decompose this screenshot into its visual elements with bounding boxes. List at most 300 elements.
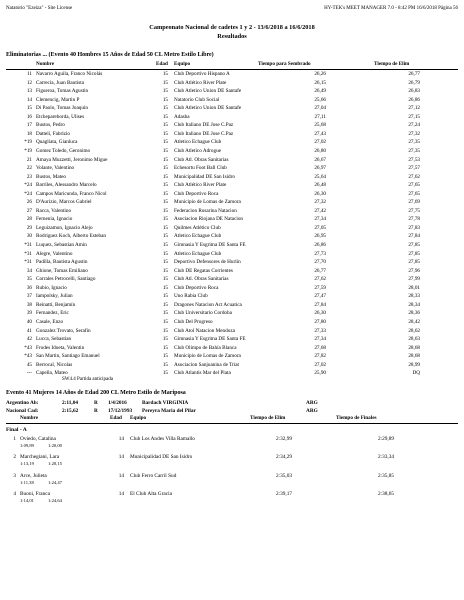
table-row: [6, 104, 458, 112]
split-time: 1:24,64: [48, 498, 62, 504]
team: Municipalidad DE San Isidro: [174, 173, 235, 180]
place: 13: [26, 88, 32, 95]
age: 15: [162, 267, 168, 274]
age: 15: [162, 130, 168, 137]
software-stamp: HY-TEK's MEET MANAGER 7.0 - 8:42 PM 16/6/2018 Página 56: [324, 6, 458, 11]
team: Club Atlético River Plate: [174, 79, 227, 86]
seed-time: 25,90: [314, 370, 326, 377]
place: *43: [24, 353, 32, 360]
final-time: 27,35: [408, 139, 420, 146]
age: 15: [162, 259, 168, 266]
swimmer-name: Bustos, Mateo: [36, 173, 66, 180]
swimmer-name: Gomez Toledo, Geronimo: [36, 147, 91, 154]
age: 15: [162, 233, 168, 240]
place: *24: [24, 190, 32, 197]
final-time: 28,36: [408, 310, 420, 317]
record-code: R: [94, 407, 98, 414]
place: 18: [26, 130, 32, 137]
swimmer-name: Amaya Muzzetti, Jeronimo Migue: [36, 156, 108, 163]
seed-time: 26,26: [314, 71, 326, 77]
swimmer-name: Frodes Idoeta, Valentin: [36, 344, 85, 351]
swimmer-name: Oviedo, Catalina: [20, 435, 56, 442]
table-row: [6, 490, 458, 498]
place: 22: [26, 165, 32, 172]
seed-time: 27,80: [314, 318, 326, 325]
final-time: 28,34: [408, 301, 420, 308]
age: 15: [162, 165, 168, 172]
team: Club Del Progreso: [174, 318, 213, 325]
final-time: 27,85: [408, 259, 420, 266]
split-times: [20, 443, 140, 450]
seed-time: 27,34: [314, 216, 326, 223]
swimmer-name: Luquez, Sebastian Amin: [36, 242, 87, 248]
place: *19: [24, 139, 32, 146]
team: Municipio de Lomas de Zamora: [174, 353, 241, 360]
final-time: 28,68: [408, 353, 420, 360]
age: 15: [162, 113, 168, 120]
table-row: [6, 96, 458, 104]
age: 15: [162, 250, 168, 257]
final-a-label: Final - A: [6, 426, 27, 433]
age: 15: [162, 284, 168, 291]
seed-time: 27,32: [314, 199, 326, 206]
age: 15: [162, 276, 168, 283]
age: 15: [162, 88, 168, 95]
seed-time: 27,84: [314, 301, 326, 308]
team: El Club Alta Gracia: [130, 491, 172, 498]
team: Municipio de Lomas de Zamora: [174, 199, 241, 206]
results-title: Resultados: [217, 33, 247, 40]
table-row: [6, 309, 458, 317]
swimmer-name: Lucca, Sebastian: [36, 336, 72, 343]
place: ---: [26, 370, 32, 377]
team: Uno Rabia Club: [174, 293, 208, 300]
swimmer-name: Ghione, Tomas Emiliano: [36, 267, 88, 274]
swimmer-name: Quagliata, Gianluca: [36, 139, 78, 146]
age: 14: [118, 454, 124, 461]
seed-time: 2:39,17: [275, 491, 292, 498]
age: 15: [162, 318, 168, 325]
col-team: Equipo: [174, 61, 191, 67]
age: 15: [162, 310, 168, 317]
split-time: 1:20,15: [48, 461, 62, 467]
age: 15: [162, 242, 168, 248]
seed-time: 27,59: [314, 284, 326, 291]
seed-time: 2:32,99: [275, 435, 292, 442]
record-label: Argentino Ab:: [6, 399, 39, 406]
swimmer-name: Clemencig, Martin P: [36, 96, 80, 103]
final-time: 2:29,89: [377, 435, 394, 442]
record-time: 2:15,62: [62, 407, 79, 414]
col-age: Edad: [156, 61, 168, 67]
swimmer-name: Carrecia, Juan Bautista: [36, 79, 84, 86]
age: 15: [162, 353, 168, 360]
swimmer-name: Capella, Mateo: [36, 370, 68, 377]
record-date: 17/12/1993: [108, 407, 133, 414]
seed-time: 27,70: [314, 259, 326, 266]
age: 15: [162, 122, 168, 129]
swimmer-name: Etchepareborda, Ulises: [36, 113, 85, 120]
place: 42: [26, 336, 32, 343]
split-time: 1:20,00: [48, 442, 62, 448]
swimmer-name: Fernandez, Eric: [36, 310, 69, 317]
swimmer-name: Padilla, Bautista Agustin: [36, 259, 88, 266]
table-row: [6, 301, 458, 309]
page-header: [6, 6, 458, 14]
seed-time: 27,73: [314, 250, 326, 257]
place: 37: [26, 293, 32, 300]
event40-column-header: [6, 61, 458, 70]
place: 3: [13, 472, 16, 479]
final-time: 2:33,34: [377, 454, 394, 461]
team: Atletico Echague Club: [174, 250, 222, 257]
seed-time: 27,43: [314, 130, 326, 137]
age: 15: [162, 105, 168, 112]
final-time: 27,83: [408, 224, 420, 231]
record-row: [6, 407, 458, 415]
place: 21: [26, 156, 32, 163]
record-country: ARG: [306, 407, 318, 414]
team: Asociacion Sanjuanina de Triat: [174, 361, 239, 368]
place: 38: [26, 301, 32, 308]
seed-time: 27,05: [314, 224, 326, 231]
team: Club Italiano DE Jose C.Paz: [174, 122, 234, 129]
seed-time: 27,42: [314, 207, 326, 214]
age: 14: [118, 472, 124, 479]
swimmer-name: Bustos, Pedro: [36, 122, 65, 129]
table-row: [6, 198, 458, 206]
team: Club DE Regatas Corrientes: [174, 267, 233, 274]
final-time: 27,35: [408, 147, 420, 154]
table-row: [6, 318, 458, 326]
seed-time: 2:35,03: [275, 472, 292, 479]
seed-time: 27,04: [314, 105, 326, 112]
final-time: 26,79: [408, 79, 420, 86]
record-code: R: [94, 399, 98, 406]
seed-time: 26,77: [314, 267, 326, 274]
final-time: 26,83: [408, 88, 420, 95]
age: 14: [118, 491, 124, 498]
col-seed: Tiempo de Elim: [250, 414, 286, 421]
table-row: [6, 113, 458, 121]
final-time: 27,96: [408, 267, 420, 274]
table-row: [6, 327, 458, 335]
team: Gimnasia Y Esgrima DE Santa FE: [174, 336, 246, 343]
split-time: 1:09,89: [20, 442, 34, 448]
table-row: [6, 70, 458, 78]
age: 15: [162, 156, 168, 163]
place: *31: [24, 242, 32, 248]
place: 26: [26, 199, 32, 206]
age: 15: [162, 199, 168, 206]
final-time: 28,01: [408, 284, 420, 291]
final-time: 2:38,65: [377, 491, 394, 498]
swimmer-name: Berrocal, Nicolas: [36, 361, 73, 368]
final-time: 27,84: [408, 233, 420, 240]
place: 12: [26, 79, 32, 86]
place: 1: [13, 435, 16, 442]
age: 15: [162, 190, 168, 197]
final-time: 28,99: [408, 361, 420, 368]
seed-time: 26,30: [314, 310, 326, 317]
place: 15: [26, 105, 32, 112]
swimmer-name: Barriles, Alessandro Marcelo: [36, 182, 97, 189]
final-time: 27,32: [408, 130, 420, 137]
table-row: [6, 241, 458, 249]
age: 15: [162, 293, 168, 300]
table-row: [6, 352, 458, 360]
table-row: [6, 79, 458, 87]
team: Club Deportivo Roca: [174, 190, 219, 197]
table-row: [6, 147, 458, 155]
age: 15: [162, 207, 168, 214]
swimmer-name: Casale, Enzo: [36, 318, 64, 325]
age: 15: [162, 79, 168, 86]
swimmer-name: Leguizamon, Ignacio Alejo: [36, 224, 93, 231]
table-row: [6, 173, 458, 181]
age: 15: [162, 361, 168, 368]
age: 15: [162, 224, 168, 231]
swimmer-name: Gonzalez Trovato, Serafin: [36, 327, 91, 334]
place: 23: [26, 173, 32, 180]
record-date: 1/4/2016: [108, 399, 127, 406]
team: Club Atlético River Plate: [174, 182, 227, 189]
seed-time: 2:34,29: [275, 454, 292, 461]
age: 15: [162, 182, 168, 189]
swimmer-name: Navarro Aguila, Franco Nicolás: [36, 71, 103, 77]
seed-time: 27,02: [314, 139, 326, 146]
team: Asociacion Riojana DE Natacion: [174, 216, 244, 223]
place: 45: [26, 361, 32, 368]
swimmer-name: Alegre, Valentino: [36, 250, 73, 257]
team: Dragones Natacion Act Acuatica: [174, 301, 242, 308]
final-time: 2:35,85: [377, 472, 394, 479]
team: Echesortu Foot Ball Club: [174, 165, 227, 172]
swimmer-name: Racca, Valentino: [36, 207, 72, 214]
seed-time: 25,66: [314, 96, 326, 103]
team: Gimnasia Y Esgrima DE Santa FE: [174, 242, 246, 248]
table-row: [6, 138, 458, 146]
team: Club Atol Natacion Mendoza: [174, 327, 235, 334]
table-row: [6, 156, 458, 164]
seed-time: 27,33: [314, 327, 326, 334]
place: *31: [24, 250, 32, 257]
split-times: [20, 480, 140, 487]
col-team: Equipo: [130, 414, 147, 421]
table-row: [6, 250, 458, 258]
final-time: 28,63: [408, 336, 420, 343]
age: 15: [162, 336, 168, 343]
age: 15: [162, 96, 168, 103]
table-row: [6, 292, 458, 300]
team: Club Olimpo de Bahía Blanca: [174, 344, 237, 351]
swimmer-name: Fernenia, Ignacio: [36, 216, 73, 223]
age: 15: [162, 147, 168, 154]
place: 29: [26, 224, 32, 231]
place: 17: [26, 122, 32, 129]
final-time: 28,68: [408, 344, 420, 351]
final-time: DQ: [412, 370, 420, 377]
seed-time: 26,67: [314, 156, 326, 163]
final-time: 27,62: [408, 173, 420, 180]
swimmer-name: Rubio, Ignacio: [36, 284, 67, 291]
age: 15: [162, 301, 168, 308]
table-row: [6, 190, 458, 198]
age: 15: [162, 71, 168, 77]
final-time: 27,12: [408, 105, 420, 112]
record-row: [6, 399, 458, 407]
final-time: 27,65: [408, 190, 420, 197]
final-time: 27,65: [408, 182, 420, 189]
record-time: 2:11,04: [62, 399, 79, 406]
col-name: Nombre: [20, 414, 39, 421]
swimmer-name: Volante, Valentino: [36, 165, 75, 172]
table-row: [6, 369, 458, 377]
table-row: [6, 453, 458, 461]
table-row: [6, 207, 458, 215]
age: 15: [162, 344, 168, 351]
seed-time: 27,62: [314, 276, 326, 283]
col-age: Edad: [110, 414, 122, 421]
final-time: 27,75: [408, 207, 420, 214]
team: Club Los Andes Villa Ramallo: [130, 435, 195, 442]
table-row: [6, 472, 458, 480]
final-time: 27,99: [408, 276, 420, 283]
final-time: 27,57: [408, 165, 420, 172]
final-time: 28,42: [408, 318, 420, 325]
event41-column-header: [6, 415, 458, 424]
place: 14: [26, 96, 32, 103]
team: Club Atletico Adrogue: [174, 147, 221, 154]
team: Club Atl. Obras Sanitarias: [174, 276, 229, 283]
table-row: [6, 215, 458, 223]
place: 34: [26, 267, 32, 274]
age: 15: [162, 370, 168, 377]
table-row: [6, 258, 458, 266]
age: 14: [118, 435, 124, 442]
table-row: [6, 267, 458, 275]
event40-heading: Eliminatorias ... (Evento 40 Hombres 15 Años de Edad 50 CL Metro Estilo Libre): [6, 52, 214, 58]
split-time: 1:24,47: [48, 479, 62, 485]
swimmer-name: Rodriguez Koch, Alberto Esteban: [36, 233, 107, 240]
final-time: 28,33: [408, 293, 420, 300]
col-final: Tiempo de Finales: [336, 414, 377, 421]
place: *43: [24, 344, 32, 351]
split-times: [20, 461, 140, 468]
seed-time: 25,64: [314, 173, 326, 180]
team: Deportivo Defensores de Hurlin: [174, 259, 241, 266]
team: Club Ferro Carril Sud: [130, 472, 177, 479]
col-name: Nombre: [36, 61, 55, 67]
team: Club Atletico Union DE Santafe: [174, 88, 242, 95]
final-time: 27,85: [408, 250, 420, 257]
team: Club Universitario Cordoba: [174, 310, 232, 317]
place: 2: [13, 454, 16, 461]
final-time: 27,69: [408, 199, 420, 206]
seed-time: 27,82: [314, 353, 326, 360]
place: 41: [26, 327, 32, 334]
place: 39: [26, 310, 32, 317]
table-row: [6, 130, 458, 138]
swimmer-name: Datteli, Fabrizio: [36, 130, 70, 137]
seed-time: 26,97: [314, 165, 326, 172]
team: Municipalidad DE San Isidro: [130, 454, 193, 461]
seed-time: 26,48: [314, 182, 326, 189]
seed-time: 26,86: [314, 242, 326, 248]
swimmer-name: Corrales Petrocelli, Santiago: [36, 276, 96, 283]
place: *19: [24, 147, 32, 154]
final-time: 26,77: [408, 71, 420, 77]
seed-time: 26,30: [314, 190, 326, 197]
table-row: [6, 275, 458, 283]
split-times: [20, 498, 140, 505]
team: Federacion Rosarina Natacion: [174, 207, 237, 214]
record-holder: Bardach VIRGINIA: [142, 399, 189, 406]
table-row: [6, 435, 458, 443]
swimmer-name: San Martin, Santiago Emanuel: [36, 353, 100, 360]
record-country: ARG: [306, 399, 318, 406]
final-time: 28,62: [408, 327, 420, 334]
swimmer-name: Di Paolo, Tomas Joaquin: [36, 105, 88, 112]
age: 15: [162, 139, 168, 146]
swimmer-name: Reinatti, Benjamín: [36, 301, 76, 308]
place: 4: [13, 491, 16, 498]
place: *31: [24, 259, 32, 266]
dq-note: SW4.4 Partida anticipada: [62, 377, 113, 383]
final-time: 26,86: [408, 96, 420, 103]
place: 40: [26, 318, 32, 325]
col-seed: Tiempo para Sembrado: [258, 61, 311, 67]
team: Club Deportivo Roca: [174, 284, 219, 291]
swimmer-name: Arce, Julieta: [20, 472, 47, 479]
final-time: 27,85: [408, 242, 420, 248]
table-row: [6, 87, 458, 95]
table-row: [6, 164, 458, 172]
team: Club Atlantis Mar del Plata: [174, 370, 231, 377]
age: 15: [162, 327, 168, 334]
seed-time: 26,49: [314, 88, 326, 95]
table-row: [6, 181, 458, 189]
place: 28: [26, 216, 32, 223]
place: 11: [27, 71, 32, 77]
seed-time: 25,68: [314, 122, 326, 129]
table-row: [6, 344, 458, 352]
table-row: [6, 284, 458, 292]
table-row: [6, 361, 458, 369]
team: Natatorio Club Social: [174, 96, 220, 103]
final-time: 27,53: [408, 156, 420, 163]
seed-time: 27,68: [314, 344, 326, 351]
swimmer-name: D'Aurizio, Marcos Gabriel: [36, 199, 92, 206]
team: Quilmes Atlético Club: [174, 224, 221, 231]
place: 27: [26, 207, 32, 214]
table-row: [6, 224, 458, 232]
swimmer-name: Buoni, Franca: [20, 491, 51, 498]
final-time: 27,15: [408, 113, 420, 120]
split-time: 1:14,01: [20, 498, 34, 504]
place: *24: [24, 182, 32, 189]
team: Club Atl. Obras Sanitarias: [174, 156, 229, 163]
table-row: [6, 335, 458, 343]
age: 15: [162, 173, 168, 180]
seed-time: 26,95: [314, 233, 326, 240]
swimmer-name: Marchegiani, Lara: [20, 454, 60, 461]
license-text: Natatorio "Ezeiza" - Site License: [6, 6, 73, 11]
seed-time: 27,47: [314, 293, 326, 300]
team: Club Deportivo Hispano A: [174, 71, 230, 77]
col-final: Tiempo de Elim: [374, 61, 410, 67]
seed-time: 27,11: [314, 113, 326, 120]
